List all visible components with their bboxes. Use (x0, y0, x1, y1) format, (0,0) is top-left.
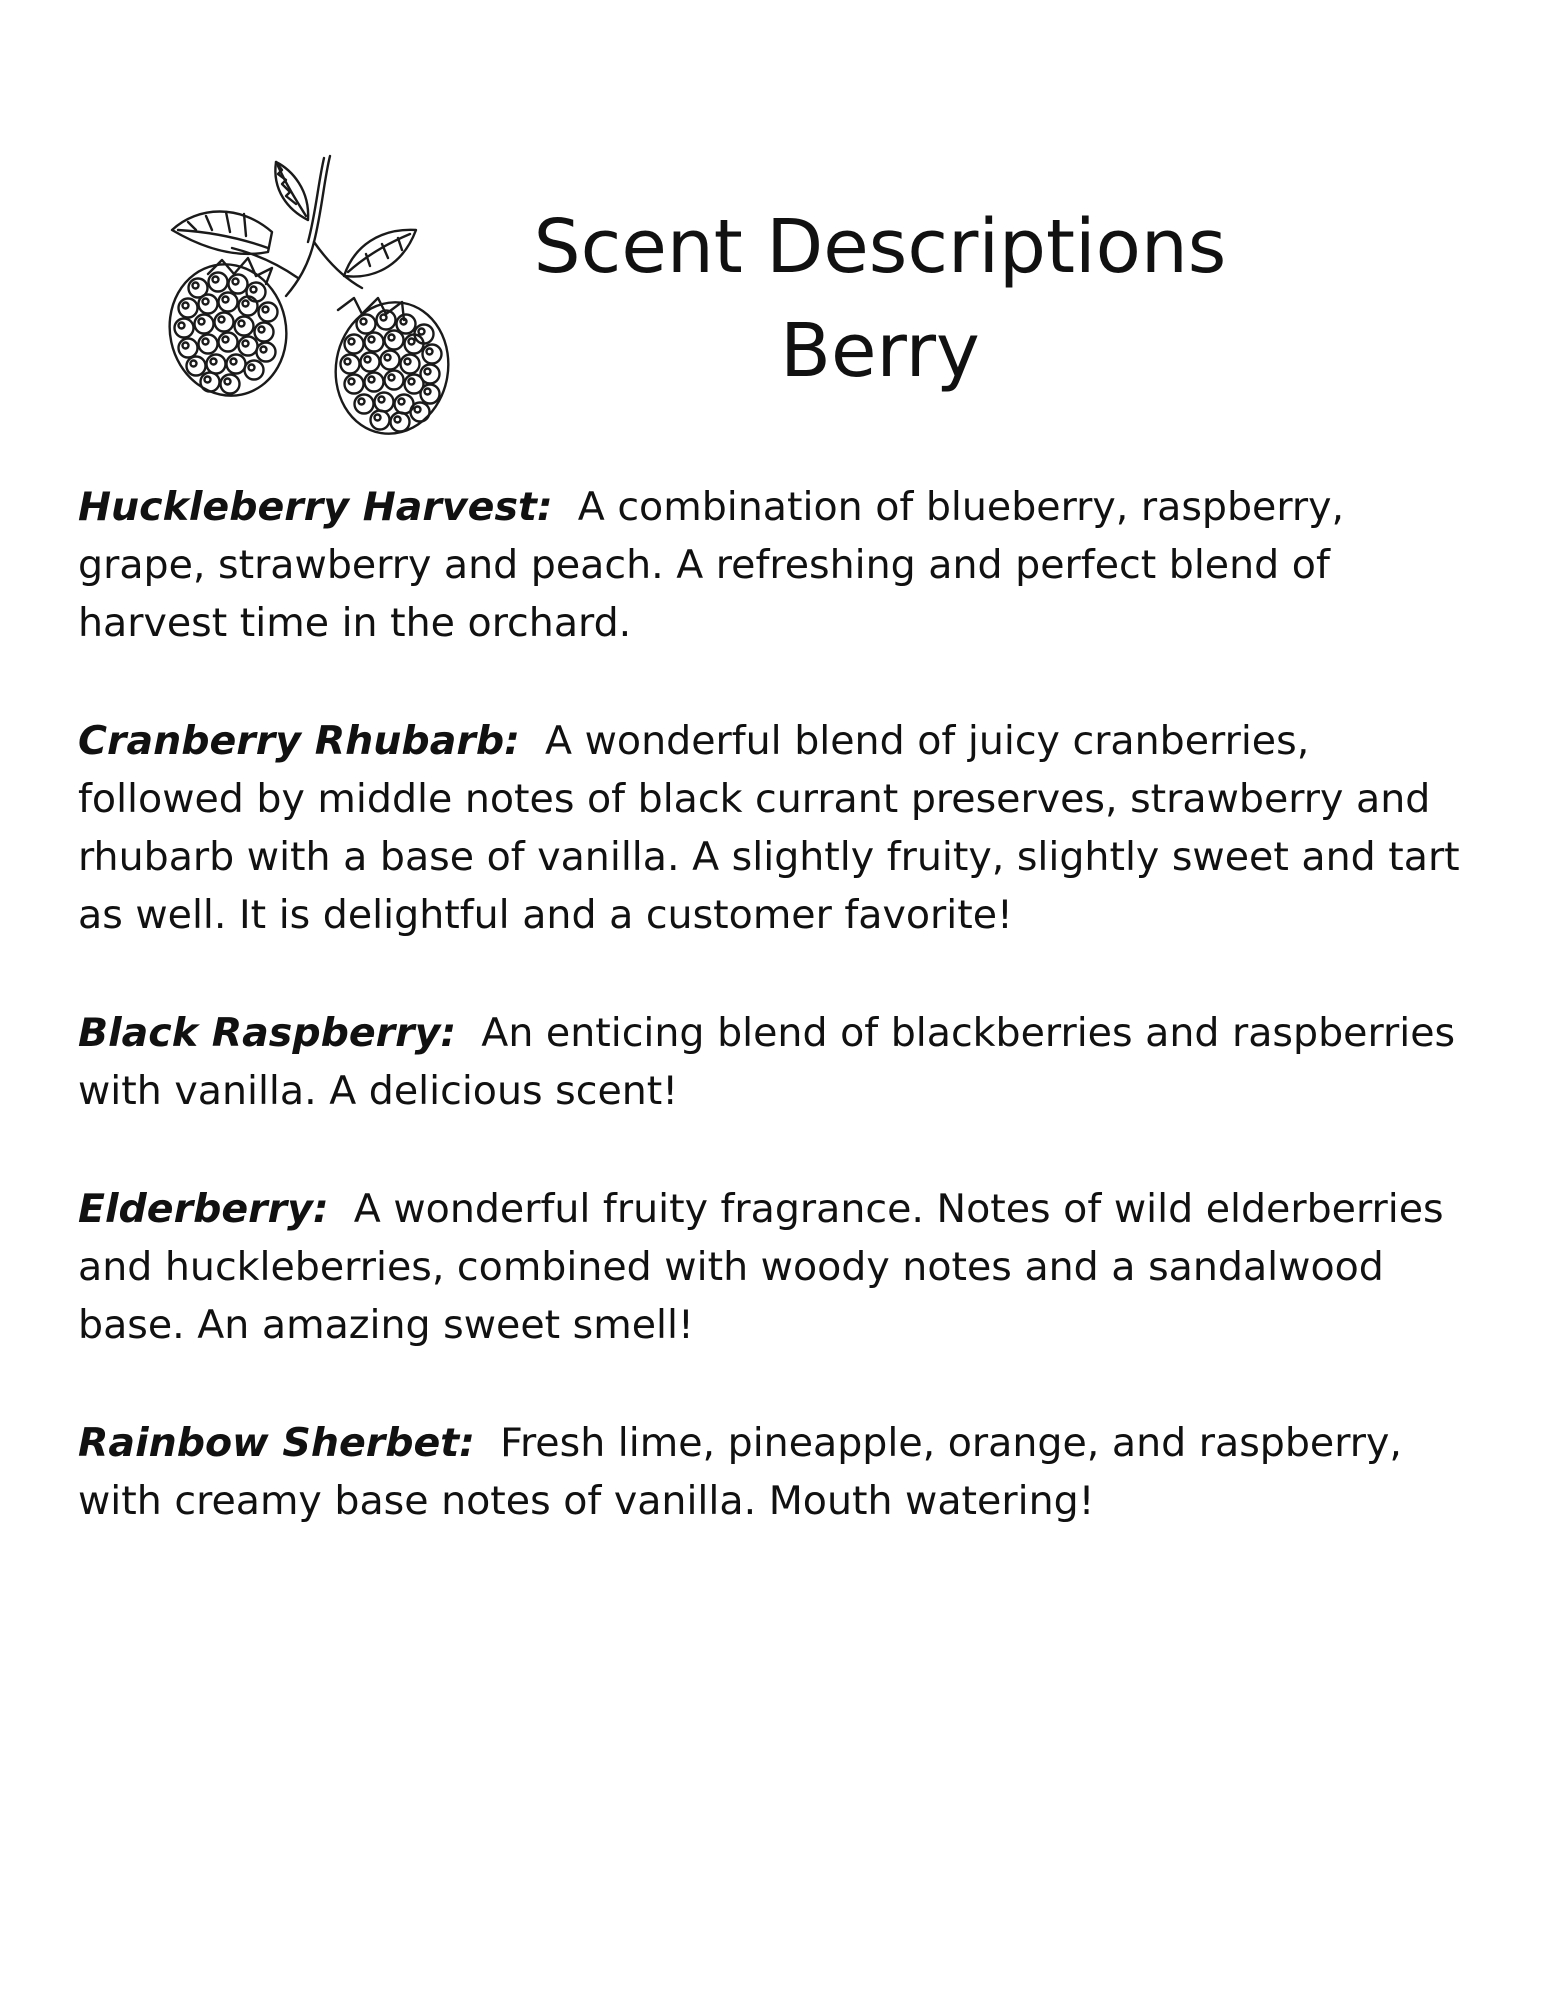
scent-name: Huckleberry Harvest: (78, 484, 553, 530)
scent-description: An enticing blend of blackberries and raspberries with vanilla. A delicious scent! (78, 1010, 1456, 1114)
scent-entry-cranberry-rhubarb (78, 712, 1478, 944)
scent-entry-black-raspberry (78, 1004, 1478, 1120)
scent-name: Elderberry: (78, 1186, 329, 1232)
scent-entry-rainbow-sherbet (78, 1414, 1478, 1530)
title-line-scent-descriptions: Scent Descriptions (533, 204, 1227, 290)
scent-description: A combination of blueberry, raspberry, grape, strawberry and peach. A refreshing and perfect blend of harvest time in the orchard. (78, 484, 1345, 646)
scent-description: Fresh lime, pineapple, orange, and raspberry, with creamy base notes of vanilla. Mouth watering! (78, 1420, 1402, 1524)
scent-name: Rainbow Sherbet: (78, 1420, 475, 1466)
scent-entry-elderberry (78, 1180, 1478, 1354)
scent-name: Cranberry Rhubarb: (78, 718, 520, 764)
title-line-category: Berry (780, 308, 980, 394)
page-title (500, 195, 1260, 403)
scent-entry-huckleberry-harvest (78, 478, 1478, 652)
scent-name: Black Raspberry: (78, 1010, 457, 1056)
berry-branch-icon (148, 150, 468, 440)
scent-description: A wonderful fruity fragrance. Notes of wild elderberries and huckleberries, combined with woody notes and a sandalwood base. An amazing sweet smell! (78, 1186, 1444, 1348)
scent-description: A wonderful blend of juicy cranberries, followed by middle notes of black currant preserves, strawberry and rhubarb with a base of vanilla. A slightly fruity, slightly sweet and tart as well. It is delightful and a customer favorite! (78, 718, 1460, 938)
scent-list (78, 478, 1478, 1590)
